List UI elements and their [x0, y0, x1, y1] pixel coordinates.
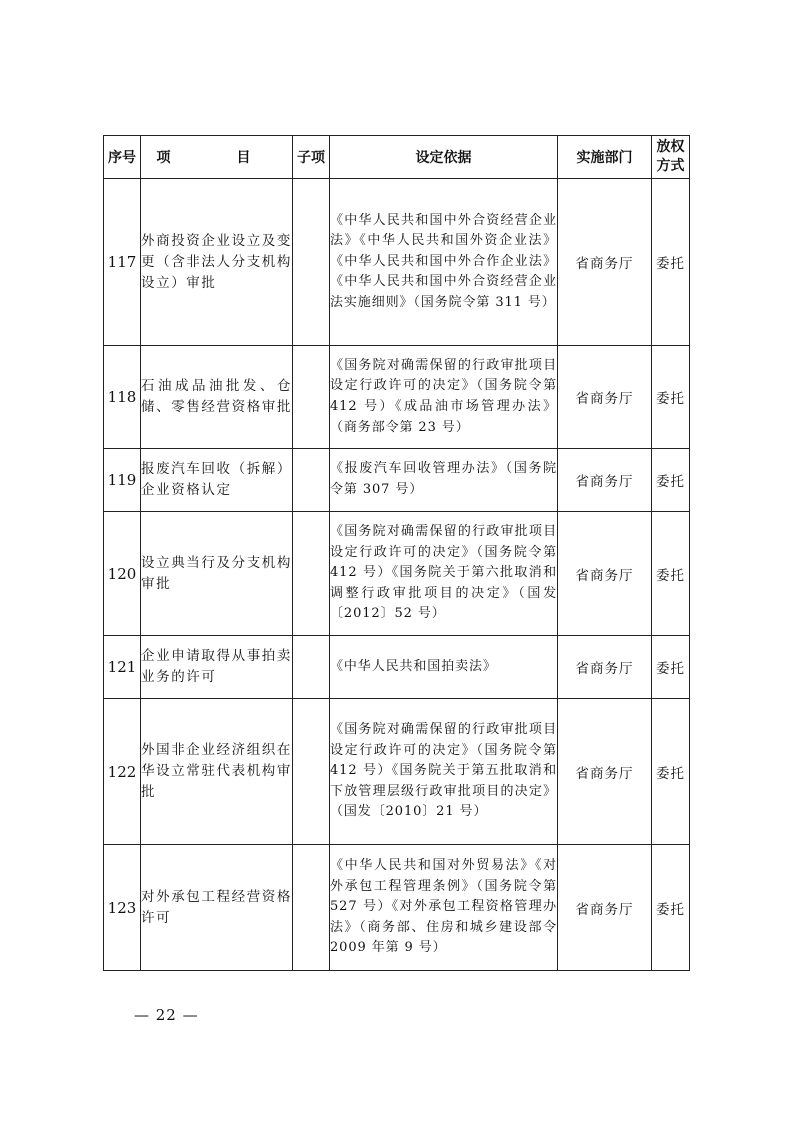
row-number: 121: [104, 636, 141, 699]
department: 省商务厅: [558, 636, 652, 699]
row-number: 119: [104, 449, 141, 512]
table-row: [104, 449, 690, 512]
item-name: 报废汽车回收（拆解）企业资格认定: [141, 449, 293, 512]
header-dept: 实施部门: [558, 136, 652, 179]
sub-item: [293, 845, 330, 971]
header-basis: 设定依据: [330, 136, 558, 179]
header-mode: 放权 方式: [652, 136, 690, 179]
delegation-mode: 委托: [652, 845, 690, 971]
row-number: 120: [104, 512, 141, 636]
approval-items-table: [103, 135, 690, 971]
sub-item: [293, 512, 330, 636]
legal-basis: 《中华人民共和国拍卖法》: [330, 636, 558, 699]
department: 省商务厅: [558, 845, 652, 971]
item-name: 设立典当行及分支机构审批: [141, 512, 293, 636]
legal-basis: 《中华人民共和国中外合资经营企业法》《中华人民共和国外资企业法》《中华人民共和国中外合作企业法》《中华人民共和国中外合资经营企业法实施细则》（国务院令第 311 号）: [330, 179, 558, 346]
delegation-mode: 委托: [652, 346, 690, 449]
header-item: 项 目: [141, 136, 293, 179]
row-number: 118: [104, 346, 141, 449]
header-sub: 子项: [293, 136, 330, 179]
row-number: 117: [104, 179, 141, 346]
delegation-mode: 委托: [652, 179, 690, 346]
delegation-mode: 委托: [652, 512, 690, 636]
delegation-mode: 委托: [652, 449, 690, 512]
sub-item: [293, 636, 330, 699]
legal-basis: 《报废汽车回收管理办法》（国务院令第 307 号）: [330, 449, 558, 512]
item-name: 外商投资企业设立及变更（含非法人分支机构设立）审批: [141, 179, 293, 346]
legal-basis: 《国务院对确需保留的行政审批项目设定行政许可的决定》（国务院令第 412 号）《成品油市场管理办法》（商务部令第 23 号）: [330, 346, 558, 449]
table-row: [104, 512, 690, 636]
department: 省商务厅: [558, 512, 652, 636]
delegation-mode: 委托: [652, 699, 690, 845]
department: 省商务厅: [558, 346, 652, 449]
legal-basis: 《国务院对确需保留的行政审批项目设定行政许可的决定》（国务院令第 412 号）《国务院关于第五批取消和下放管理层级行政审批项目的决定》（国发〔2010〕21 号）: [330, 699, 558, 845]
department: 省商务厅: [558, 179, 652, 346]
item-name: 企业申请取得从事拍卖业务的许可: [141, 636, 293, 699]
row-number: 123: [104, 845, 141, 971]
table-row: [104, 636, 690, 699]
legal-basis: 《国务院对确需保留的行政审批项目设定行政许可的决定》（国务院令第 412 号）《国务院关于第六批取消和调整行政审批项目的决定》（国发〔2012〕52 号）: [330, 512, 558, 636]
item-name: 石油成品油批发、仓储、零售经营资格审批: [141, 346, 293, 449]
legal-basis: 《中华人民共和国对外贸易法》《对外承包工程管理条例》（国务院令第 527 号）《对外承包工程资格管理办法》（商务部、住房和城乡建设部令 2009 年第 9 号）: [330, 845, 558, 971]
department: 省商务厅: [558, 699, 652, 845]
table-header-row: [104, 136, 690, 179]
header-seq: 序号: [104, 136, 141, 179]
table-row: [104, 179, 690, 346]
sub-item: [293, 699, 330, 845]
item-name: 外国非企业经济组织在华设立常驻代表机构审批: [141, 699, 293, 845]
item-name: 对外承包工程经营资格许可: [141, 845, 293, 971]
sub-item: [293, 346, 330, 449]
delegation-mode: 委托: [652, 636, 690, 699]
department: 省商务厅: [558, 449, 652, 512]
page-number: — 22 —: [134, 1006, 199, 1024]
sub-item: [293, 449, 330, 512]
row-number: 122: [104, 699, 141, 845]
table-row: [104, 346, 690, 449]
sub-item: [293, 179, 330, 346]
table-row: [104, 845, 690, 971]
table-row: [104, 699, 690, 845]
